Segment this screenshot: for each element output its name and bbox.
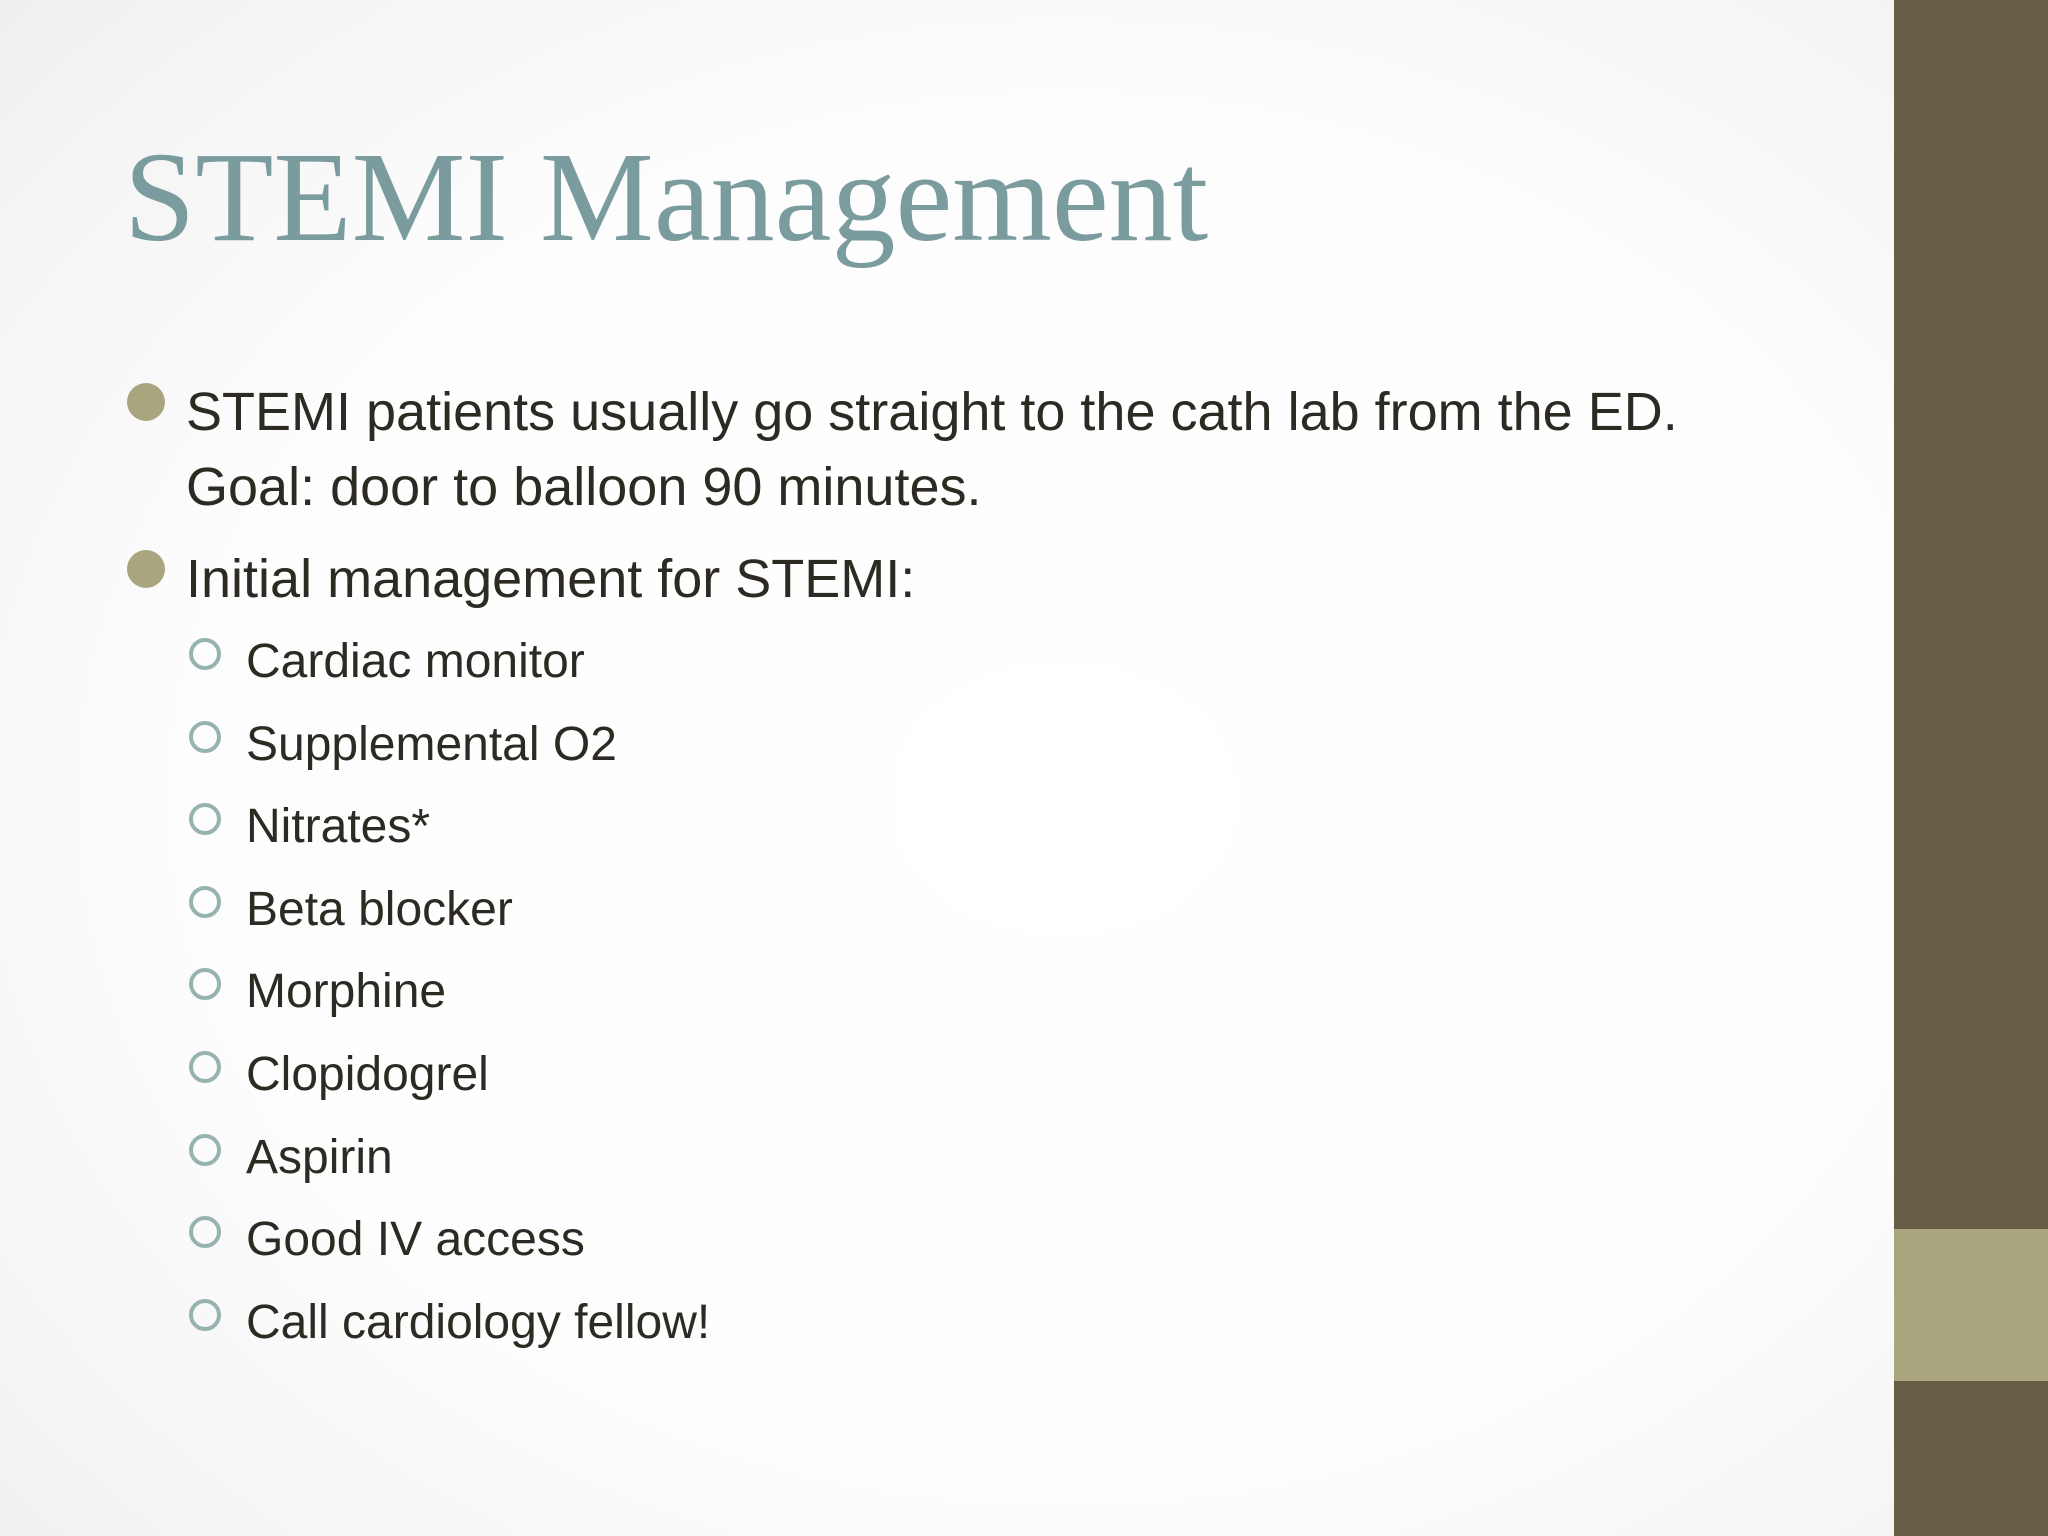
bullet-dot-icon: [127, 383, 165, 421]
sub-bullet-ring-icon: [189, 1051, 221, 1083]
sub-bullet-ring-icon: [189, 803, 221, 835]
bullet-2-line-1: Initial management for STEMI:: [186, 549, 916, 609]
sub-bullet-ring-icon: [189, 721, 221, 753]
sub-item-supplemental-o2: Supplemental O2: [246, 718, 617, 771]
sub-item-aspirin: Aspirin: [246, 1131, 393, 1184]
sidebar-accent-block: [1894, 1229, 2048, 1381]
sub-item-cardiac-monitor: Cardiac monitor: [246, 635, 585, 688]
sub-bullet-ring-icon: [189, 1134, 221, 1166]
slide-title: STEMI Management: [124, 126, 1209, 268]
sub-bullet-ring-icon: [189, 638, 221, 670]
sub-item-beta-blocker: Beta blocker: [246, 883, 513, 936]
sub-item-clopidogrel: Clopidogrel: [246, 1048, 489, 1101]
sub-bullet-ring-icon: [189, 1216, 221, 1248]
sub-item-call-cardiology-fellow: Call cardiology fellow!: [246, 1296, 711, 1349]
sub-item-good-iv-access: Good IV access: [246, 1213, 585, 1266]
bullet-1-line-2: Goal: door to balloon 90 minutes.: [186, 457, 982, 517]
sub-item-nitrates: Nitrates*: [246, 800, 431, 853]
sub-bullet-ring-icon: [189, 968, 221, 1000]
sub-bullet-ring-icon: [189, 886, 221, 918]
bullet-1-line-1: STEMI patients usually go straight to the cath lab from the ED.: [186, 382, 1678, 442]
sub-bullet-ring-icon: [189, 1299, 221, 1331]
sub-item-morphine: Morphine: [246, 965, 447, 1018]
bullet-dot-icon: [127, 550, 165, 588]
